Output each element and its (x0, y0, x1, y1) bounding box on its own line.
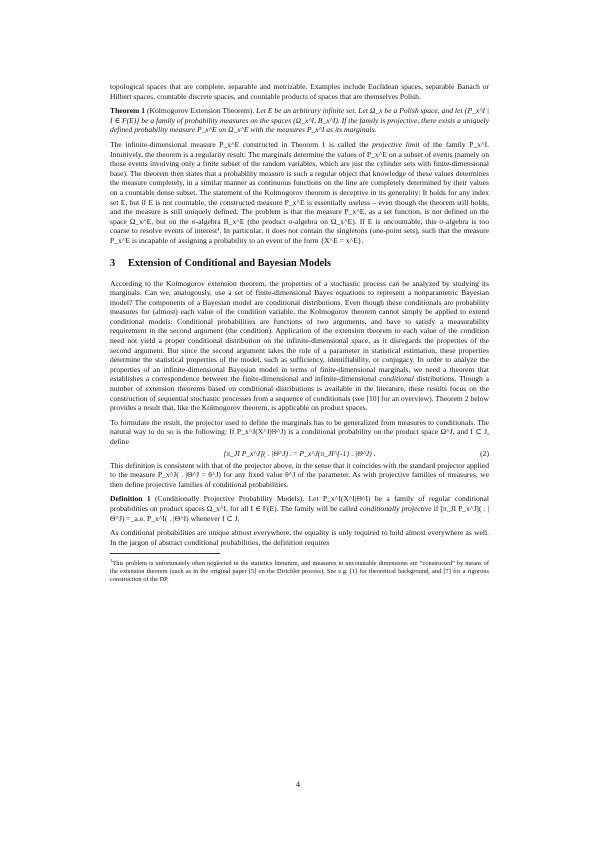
page-number: 4 (296, 780, 300, 789)
definition-1-body-b: if [π_JI P_x^J]( . |Θ^J) =_a.e. P_x^I( . |Θ^I) whenever I ⊂ J. (110, 503, 489, 523)
projective-limit-text-a: The infinite-dimensional measure P_x^E constructed in Theorem 1 is called the (110, 139, 373, 149)
theorem-1 (110, 106, 489, 135)
projective-limit-paragraph (110, 140, 489, 246)
page-body (110, 82, 489, 584)
footnote-mark: 1 (110, 558, 113, 564)
definition-1 (110, 494, 489, 523)
theorem-1-body: Let E be an arbitrary infinite set. Let Ω_x be a Polish space, and let {P_x^I | I ∈ F(E)} be a family of probability measures on the spaces (Ω_x^I, B_x^I). If the family is projective, there exists a uniquely defined probability measure P_x^E on Ω_x^E with the measures P_x^I as its marginals. (110, 106, 489, 135)
definition-1-label: Definition 1 (110, 494, 151, 504)
equation-2-number: (2) (480, 448, 489, 458)
final-paragraph: As conditional probabilities are unique almost everywhere, the equality is only required to hold almost everywhere as well. In the jargon of abstract conditional probabilities, the definition requires (110, 528, 489, 547)
theorem-1-label: Theorem 1 (110, 106, 146, 116)
section-paragraph-2: To formulate the result, the projector used to define the marginals has to be generalized from measures to conditionals. The natural way to do so is the following: If P_x^J(X^J|Θ^J) is a conditional probability on the product space Ω^J, and I ⊂ J, define (110, 417, 489, 446)
section-paragraph-1-term: conditional (379, 374, 414, 384)
section-number: 3 (110, 257, 116, 269)
equation-2 (110, 449, 489, 459)
section-title: Extension of Conditional and Bayesian Models (128, 257, 331, 269)
section-paragraph-3: This definition is consistent with that of the projector above, in the sense that it coincides with the standard projector applied to the measure P_x^J( . |Θ^J = θ^J) for any fixed value θ^J of the parameter. As with projective families of measures, we then define projective families of conditional probabilities. (110, 460, 489, 489)
equation-2-expression: [π_JI P_x^J]( . |Θ^J) := P_x^J(π_JI^{-1} . |Θ^J) . (223, 448, 376, 458)
section-heading (110, 258, 489, 270)
definition-1-term: conditionally projective (359, 503, 432, 513)
section-paragraph-1 (110, 279, 489, 413)
footnote (110, 557, 489, 584)
section-paragraph-1-b: distributions. Though a number of extension theorems based on conditional distributions is available in the literature, these results focus on the construction of sequential stochastic processes from a sequence of conditionals (see [10] for an overview). Theorem 2 below provides a result that, like the Kolmogorov theorem, is applicable on product spaces. (110, 374, 489, 413)
definition-1-body-a: Let P_x^I(X^I|Θ^I) be a family of regular conditional probabilities on product spaces Ω_x^I, for all I ∈ F(E). The family will be called (110, 494, 490, 513)
section-paragraph-1-a: According to the Kolmogorov extension theorem, the properties of a stochastic process can be analyzed by studying its marginals. Can we, analogously, use a set of finite-dimensional Bayes equations to represent a nonparametric Bayesian model? The components of a Bayesian model are conditional distributions. Even though these conditionals are probability measures for (almost) each value of the condition variable, the Kolmogorov theorem cannot simply be applied to extend conditional models: Conditional probabilities are functions of two arguments, and have to satisfy a measurability requirement in the second argument (the condition). Application of the extension theorem to each value of the condition need not yield a proper conditional distribution on the infinite-dimensional space, as it disregards the properties of the second argument. But since the second argument takes the role of a parameter in statistical estimation, these properties determine the statistical properties of the model, such as sufficiency, identifiability, or conjugacy. In order to analyze the properties of an infinite-dimensional Bayesian model in terms of finite-dimensional marginals, we need a theorem that establishes a correspondence between the finite-dimensional and infinite-dimensional (110, 278, 489, 384)
footnote-rule (110, 553, 220, 554)
footnote-text: This problem is unfortunately often neglected in the statistics literature, and measures in uncountable dimensions are “constructed” by means of the extension theorem (such as in the original paper [5] on the Dirichlet process). See e.g. [1] for theoretical background, and [7] for a rigorous construction of the DP. (110, 560, 489, 584)
projective-limit-text-b: of the family P_x^I. Intuitively, the theorem is a regularity result: The marginals determine the values of P_x^E on a subset of events (namely on those events involving only a finite subset of the random variables, which are just the cylinder sets with finite-dimensional base). The theorem then states that a probability measure is such a regular object that knowledge of these values determines the measure completely, in a similar manner as continuous functions on the line are completely determined by their values on a countable dense subset. The statement of the Kolmogorov theorem is deceptive in its generality: It holds for any index set E, but if E is not countable, the constructed measure P_x^E is essentially useless – even though the theorem still holds, and the measure is still uniquely defined. The problem is that the measure P_x^E, as a set function, is not defined on the space Ω_x^E, but on the σ-algebra B_x^E (the product σ-algebra on Ω_x^E). If E is uncountable, this σ-algebra is too coarse to resolve events of interest¹. In particular, it does not contain the singletons (one-point sets), such that the measure P_x^E is incapable of assigning a probability to an event of the form {X^E = x^E}. (110, 139, 489, 245)
intro-paragraph: topological spaces that are complete, separable and metrizable. Examples include Euclidean spaces, separable Banach or Hilbert spaces, countable discrete spaces, and countable products of spaces that are themselves Polish. (110, 82, 489, 101)
definition-1-name: (Conditionally Projective Probability Models). (150, 494, 309, 504)
projective-limit-term: projective limit (372, 139, 420, 149)
theorem-1-name: (Kolmogorov Extension Theorem). (145, 106, 257, 116)
